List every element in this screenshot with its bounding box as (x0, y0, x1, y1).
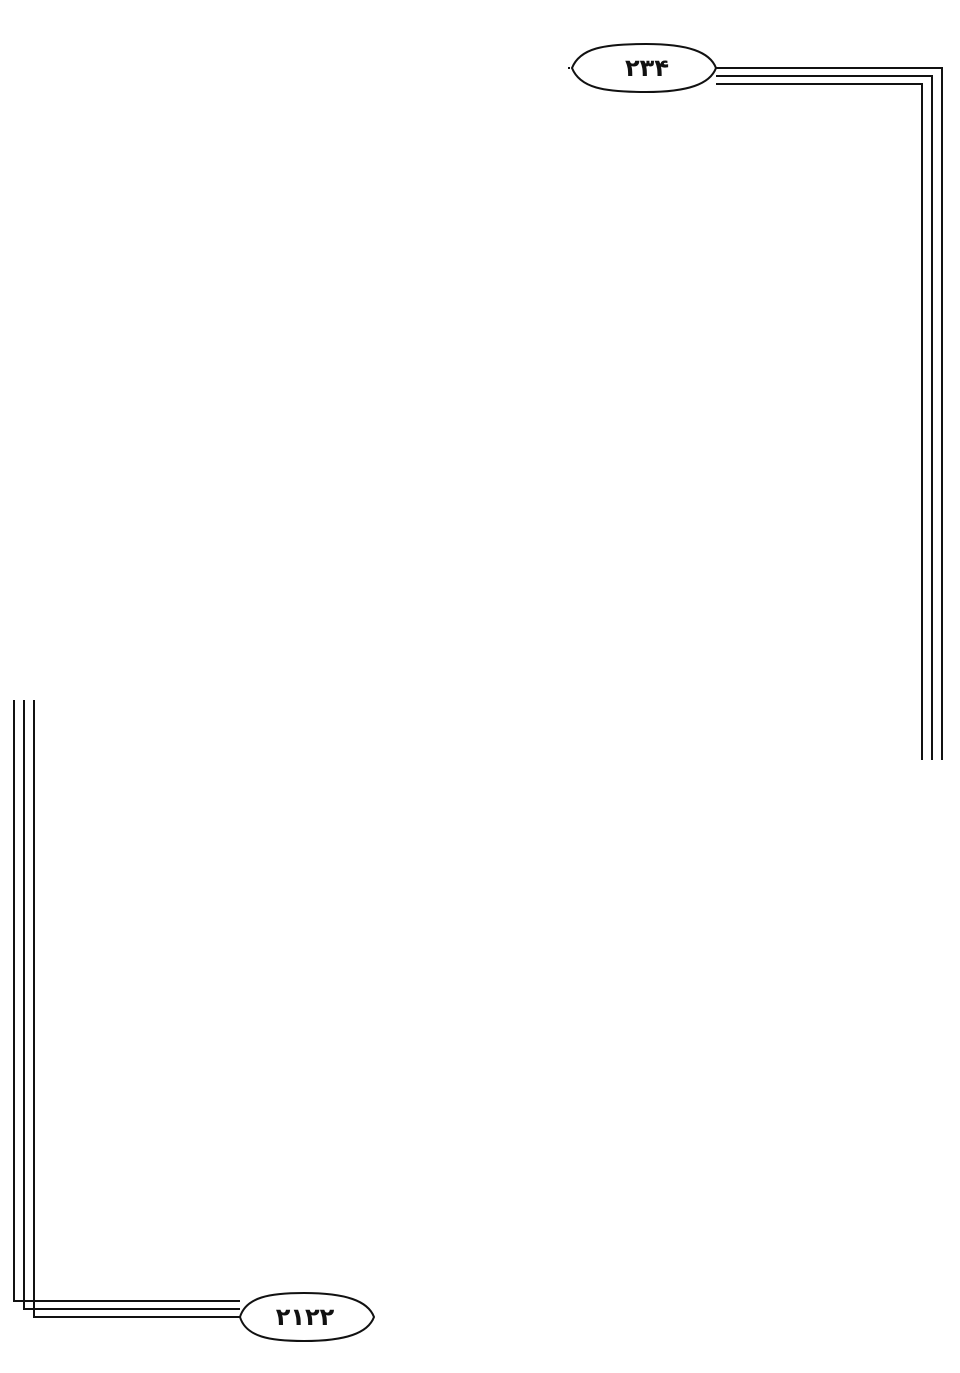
quotation-block-6 (200, 1098, 780, 1218)
paragraph-block-5 (70, 854, 830, 1054)
text-line (150, 506, 830, 546)
text-line (150, 546, 830, 586)
text-line (190, 708, 810, 748)
text-line (70, 1014, 830, 1054)
text-line (70, 894, 830, 934)
text-line (150, 466, 830, 506)
text-line (150, 346, 820, 386)
text-line (150, 426, 820, 466)
text-line (70, 934, 830, 974)
text-line (190, 748, 810, 788)
text-line (150, 266, 820, 306)
text-line (150, 94, 810, 134)
text-line (70, 974, 830, 1014)
text-line (150, 134, 810, 174)
text-line (70, 854, 830, 894)
paragraph-block-3 (150, 466, 830, 626)
text-line (200, 1178, 780, 1218)
text-line (200, 1098, 780, 1138)
bottom-page-number: ۲۱۲۲ (275, 1303, 335, 1331)
text-line (150, 306, 820, 346)
text-line (150, 586, 830, 626)
text-line (150, 386, 820, 426)
text-line (190, 668, 810, 708)
top-page-number: ۲۳۴ (625, 54, 669, 82)
quotation-block-1 (150, 94, 810, 214)
text-line (200, 1138, 780, 1178)
paragraph-block-2 (150, 266, 820, 466)
translation-block-4 (190, 668, 810, 828)
text-line (190, 788, 810, 828)
text-line (150, 174, 810, 214)
